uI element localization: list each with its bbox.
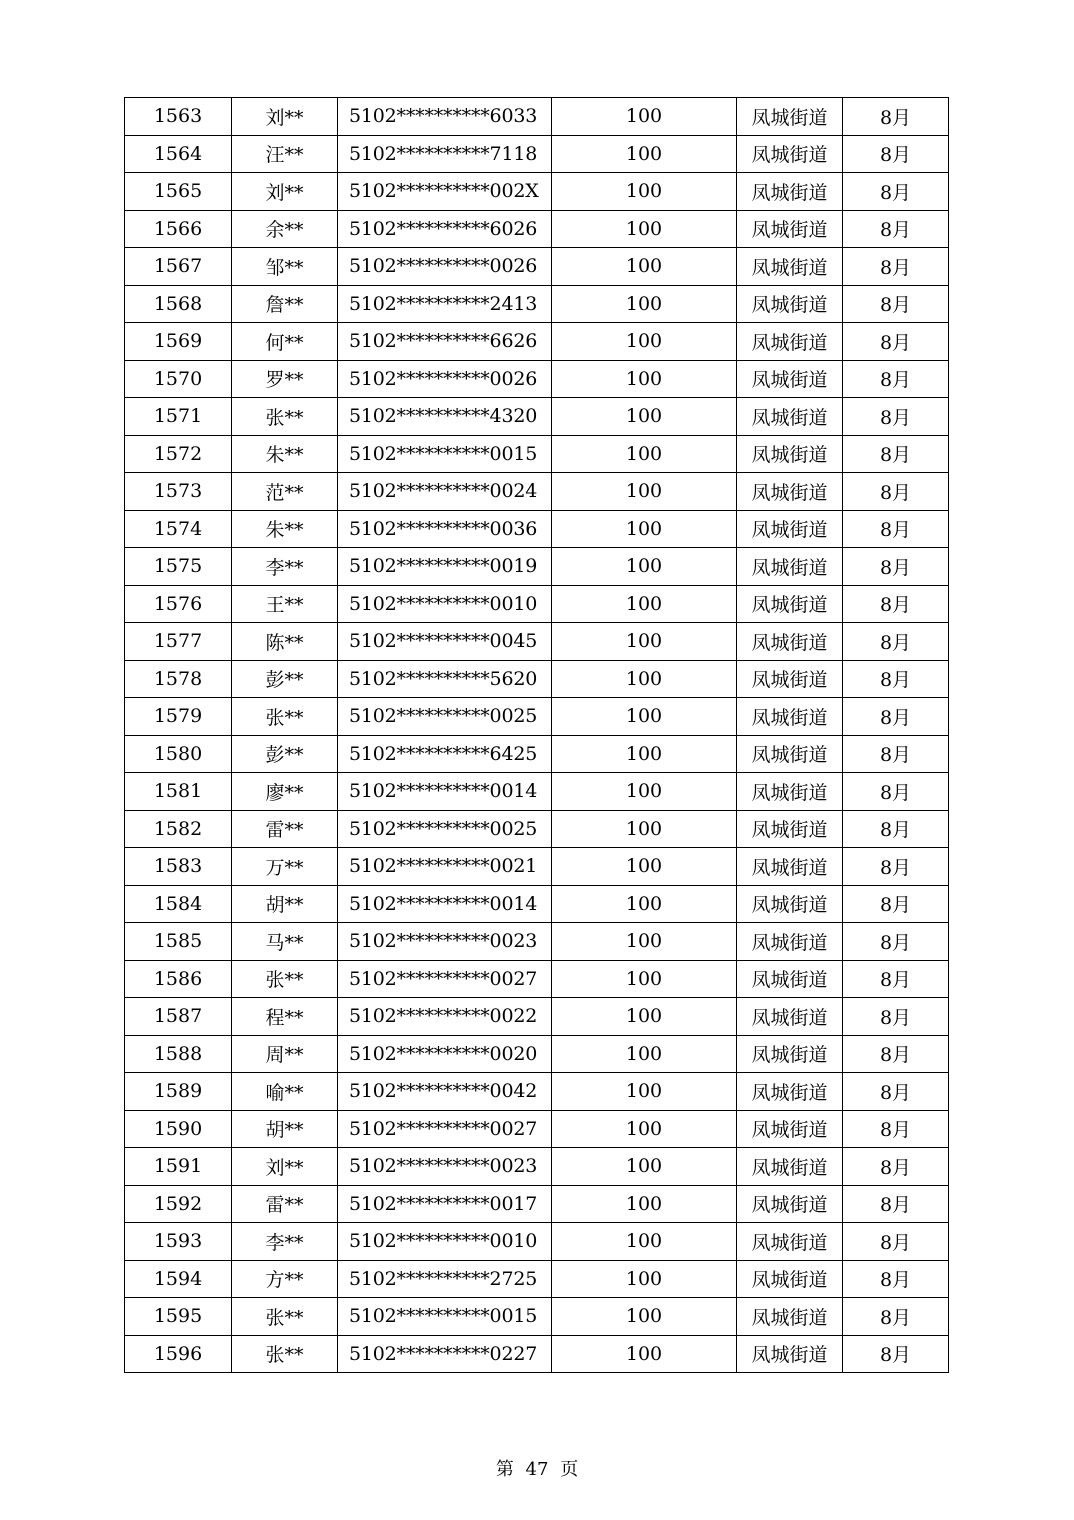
table-row [125, 660, 949, 698]
cell-id-number: 5102**********4320 [338, 398, 552, 436]
cell-street: 凤城街道 [737, 98, 843, 136]
table-row [125, 98, 949, 136]
cell-street: 凤城街道 [737, 135, 843, 173]
cell-amount: 100 [552, 323, 737, 361]
cell-street: 凤城街道 [737, 1110, 843, 1148]
cell-month: 8月 [843, 1298, 949, 1336]
cell-name: 罗** [232, 360, 338, 398]
table-row [125, 585, 949, 623]
cell-serial-number: 1588 [125, 1035, 232, 1073]
cell-id-number: 5102**********002X [338, 173, 552, 211]
cell-id-number: 5102**********2413 [338, 285, 552, 323]
cell-id-number: 5102**********0026 [338, 360, 552, 398]
cell-street: 凤城街道 [737, 773, 843, 811]
cell-month: 8月 [843, 848, 949, 886]
cell-id-number: 5102**********7118 [338, 135, 552, 173]
cell-name: 张** [232, 1298, 338, 1336]
cell-amount: 100 [552, 885, 737, 923]
cell-amount: 100 [552, 1148, 737, 1186]
table-row [125, 360, 949, 398]
cell-name: 胡** [232, 1110, 338, 1148]
cell-month: 8月 [843, 623, 949, 661]
cell-street: 凤城街道 [737, 285, 843, 323]
cell-month: 8月 [843, 1110, 949, 1148]
cell-serial-number: 1579 [125, 698, 232, 736]
cell-month: 8月 [843, 98, 949, 136]
cell-amount: 100 [552, 660, 737, 698]
cell-name: 李** [232, 548, 338, 586]
cell-amount: 100 [552, 698, 737, 736]
cell-name: 邹** [232, 248, 338, 286]
cell-id-number: 5102**********5620 [338, 660, 552, 698]
table-row [125, 885, 949, 923]
cell-street: 凤城街道 [737, 473, 843, 511]
cell-name: 张** [232, 698, 338, 736]
cell-id-number: 5102**********0014 [338, 773, 552, 811]
cell-id-number: 5102**********6425 [338, 735, 552, 773]
cell-amount: 100 [552, 210, 737, 248]
table-row [125, 548, 949, 586]
cell-id-number: 5102**********0045 [338, 623, 552, 661]
cell-name: 雷** [232, 1185, 338, 1223]
cell-id-number: 5102**********0023 [338, 1148, 552, 1186]
cell-amount: 100 [552, 998, 737, 1036]
table-row [125, 473, 949, 511]
cell-street: 凤城街道 [737, 398, 843, 436]
cell-name: 陈** [232, 623, 338, 661]
cell-street: 凤城街道 [737, 1298, 843, 1336]
cell-amount: 100 [552, 810, 737, 848]
cell-name: 范** [232, 473, 338, 511]
cell-serial-number: 1590 [125, 1110, 232, 1148]
cell-month: 8月 [843, 510, 949, 548]
table-row [125, 248, 949, 286]
cell-street: 凤城街道 [737, 923, 843, 961]
cell-month: 8月 [843, 1260, 949, 1298]
cell-month: 8月 [843, 210, 949, 248]
cell-name: 胡** [232, 885, 338, 923]
cell-serial-number: 1592 [125, 1185, 232, 1223]
table-row [125, 623, 949, 661]
cell-serial-number: 1577 [125, 623, 232, 661]
cell-amount: 100 [552, 98, 737, 136]
cell-month: 8月 [843, 173, 949, 211]
cell-month: 8月 [843, 960, 949, 998]
cell-amount: 100 [552, 1185, 737, 1223]
page-number: 47 [525, 1459, 549, 1480]
cell-name: 朱** [232, 435, 338, 473]
cell-amount: 100 [552, 1035, 737, 1073]
cell-id-number: 5102**********0014 [338, 885, 552, 923]
cell-serial-number: 1589 [125, 1073, 232, 1111]
table-row [125, 285, 949, 323]
cell-id-number: 5102**********0022 [338, 998, 552, 1036]
cell-id-number: 5102**********0017 [338, 1185, 552, 1223]
cell-id-number: 5102**********0010 [338, 1223, 552, 1261]
cell-name: 王** [232, 585, 338, 623]
cell-serial-number: 1575 [125, 548, 232, 586]
cell-month: 8月 [843, 323, 949, 361]
cell-serial-number: 1578 [125, 660, 232, 698]
cell-street: 凤城街道 [737, 998, 843, 1036]
cell-id-number: 5102**********0036 [338, 510, 552, 548]
cell-amount: 100 [552, 473, 737, 511]
table-row [125, 323, 949, 361]
cell-amount: 100 [552, 435, 737, 473]
cell-month: 8月 [843, 1035, 949, 1073]
cell-street: 凤城街道 [737, 623, 843, 661]
cell-serial-number: 1570 [125, 360, 232, 398]
cell-serial-number: 1573 [125, 473, 232, 511]
cell-month: 8月 [843, 585, 949, 623]
cell-amount: 100 [552, 398, 737, 436]
cell-amount: 100 [552, 285, 737, 323]
cell-month: 8月 [843, 1335, 949, 1373]
page-footer [0, 1455, 1074, 1481]
cell-name: 彭** [232, 660, 338, 698]
cell-name: 刘** [232, 1148, 338, 1186]
cell-amount: 100 [552, 173, 737, 211]
page-suffix: 页 [560, 1459, 579, 1480]
cell-month: 8月 [843, 398, 949, 436]
cell-serial-number: 1584 [125, 885, 232, 923]
cell-id-number: 5102**********0015 [338, 1298, 552, 1336]
cell-id-number: 5102**********0025 [338, 810, 552, 848]
cell-street: 凤城街道 [737, 735, 843, 773]
cell-street: 凤城街道 [737, 548, 843, 586]
table-row [125, 135, 949, 173]
table-row [125, 1223, 949, 1261]
cell-name: 詹** [232, 285, 338, 323]
cell-month: 8月 [843, 923, 949, 961]
cell-street: 凤城街道 [737, 960, 843, 998]
cell-serial-number: 1581 [125, 773, 232, 811]
table-row [125, 510, 949, 548]
cell-amount: 100 [552, 848, 737, 886]
cell-month: 8月 [843, 1148, 949, 1186]
records-table-body [125, 98, 949, 1373]
cell-serial-number: 1563 [125, 98, 232, 136]
cell-id-number: 5102**********0026 [338, 248, 552, 286]
cell-name: 方** [232, 1260, 338, 1298]
cell-amount: 100 [552, 360, 737, 398]
cell-serial-number: 1585 [125, 923, 232, 961]
page-prefix: 第 [495, 1459, 514, 1480]
cell-name: 张** [232, 1335, 338, 1373]
table-row [125, 1073, 949, 1111]
cell-name: 万** [232, 848, 338, 886]
cell-name: 张** [232, 398, 338, 436]
table-row [125, 998, 949, 1036]
cell-serial-number: 1572 [125, 435, 232, 473]
cell-name: 喻** [232, 1073, 338, 1111]
cell-name: 何** [232, 323, 338, 361]
cell-street: 凤城街道 [737, 810, 843, 848]
cell-name: 周** [232, 1035, 338, 1073]
table-row [125, 435, 949, 473]
cell-serial-number: 1565 [125, 173, 232, 211]
cell-serial-number: 1574 [125, 510, 232, 548]
cell-name: 张** [232, 960, 338, 998]
table-row [125, 848, 949, 886]
cell-amount: 100 [552, 510, 737, 548]
cell-month: 8月 [843, 660, 949, 698]
table-row [125, 210, 949, 248]
cell-street: 凤城街道 [737, 323, 843, 361]
cell-street: 凤城街道 [737, 1148, 843, 1186]
cell-month: 8月 [843, 135, 949, 173]
cell-serial-number: 1583 [125, 848, 232, 886]
cell-serial-number: 1569 [125, 323, 232, 361]
cell-id-number: 5102**********0227 [338, 1335, 552, 1373]
cell-month: 8月 [843, 1223, 949, 1261]
cell-id-number: 5102**********0019 [338, 548, 552, 586]
cell-serial-number: 1564 [125, 135, 232, 173]
cell-street: 凤城街道 [737, 585, 843, 623]
cell-street: 凤城街道 [737, 360, 843, 398]
cell-month: 8月 [843, 285, 949, 323]
table-row [125, 1148, 949, 1186]
cell-amount: 100 [552, 1223, 737, 1261]
cell-serial-number: 1576 [125, 585, 232, 623]
cell-street: 凤城街道 [737, 510, 843, 548]
cell-month: 8月 [843, 698, 949, 736]
cell-name: 余** [232, 210, 338, 248]
cell-id-number: 5102**********0042 [338, 1073, 552, 1111]
table-row [125, 698, 949, 736]
cell-name: 刘** [232, 98, 338, 136]
cell-id-number: 5102**********6626 [338, 323, 552, 361]
cell-month: 8月 [843, 810, 949, 848]
cell-name: 汪** [232, 135, 338, 173]
cell-street: 凤城街道 [737, 1185, 843, 1223]
cell-amount: 100 [552, 1260, 737, 1298]
cell-street: 凤城街道 [737, 698, 843, 736]
cell-id-number: 5102**********0023 [338, 923, 552, 961]
table-row [125, 960, 949, 998]
cell-street: 凤城街道 [737, 435, 843, 473]
cell-street: 凤城街道 [737, 848, 843, 886]
table-row [125, 1110, 949, 1148]
cell-street: 凤城街道 [737, 1223, 843, 1261]
cell-street: 凤城街道 [737, 1260, 843, 1298]
table-row [125, 923, 949, 961]
cell-id-number: 5102**********0025 [338, 698, 552, 736]
table-row [125, 1035, 949, 1073]
cell-month: 8月 [843, 998, 949, 1036]
cell-amount: 100 [552, 1298, 737, 1336]
cell-month: 8月 [843, 735, 949, 773]
cell-amount: 100 [552, 1335, 737, 1373]
cell-month: 8月 [843, 773, 949, 811]
cell-street: 凤城街道 [737, 210, 843, 248]
cell-id-number: 5102**********6033 [338, 98, 552, 136]
cell-id-number: 5102**********0021 [338, 848, 552, 886]
cell-street: 凤城街道 [737, 1073, 843, 1111]
cell-month: 8月 [843, 473, 949, 511]
table-row [125, 398, 949, 436]
cell-name: 彭** [232, 735, 338, 773]
table-row [125, 810, 949, 848]
cell-amount: 100 [552, 1073, 737, 1111]
cell-month: 8月 [843, 360, 949, 398]
cell-serial-number: 1586 [125, 960, 232, 998]
cell-name: 李** [232, 1223, 338, 1261]
cell-amount: 100 [552, 548, 737, 586]
cell-id-number: 5102**********0027 [338, 1110, 552, 1148]
cell-id-number: 5102**********0010 [338, 585, 552, 623]
cell-amount: 100 [552, 1110, 737, 1148]
table-row [125, 173, 949, 211]
table-row [125, 1185, 949, 1223]
cell-serial-number: 1595 [125, 1298, 232, 1336]
cell-serial-number: 1591 [125, 1148, 232, 1186]
cell-street: 凤城街道 [737, 1035, 843, 1073]
cell-amount: 100 [552, 735, 737, 773]
cell-month: 8月 [843, 248, 949, 286]
cell-month: 8月 [843, 1073, 949, 1111]
cell-amount: 100 [552, 923, 737, 961]
cell-id-number: 5102**********0027 [338, 960, 552, 998]
cell-serial-number: 1580 [125, 735, 232, 773]
cell-id-number: 5102**********0024 [338, 473, 552, 511]
cell-serial-number: 1566 [125, 210, 232, 248]
cell-serial-number: 1571 [125, 398, 232, 436]
cell-name: 马** [232, 923, 338, 961]
cell-month: 8月 [843, 885, 949, 923]
cell-id-number: 5102**********0015 [338, 435, 552, 473]
table-row [125, 735, 949, 773]
cell-amount: 100 [552, 773, 737, 811]
cell-month: 8月 [843, 435, 949, 473]
cell-amount: 100 [552, 960, 737, 998]
table-row [125, 1260, 949, 1298]
cell-serial-number: 1568 [125, 285, 232, 323]
cell-id-number: 5102**********0020 [338, 1035, 552, 1073]
cell-amount: 100 [552, 135, 737, 173]
cell-month: 8月 [843, 548, 949, 586]
table-row [125, 1298, 949, 1336]
cell-serial-number: 1587 [125, 998, 232, 1036]
table-row [125, 773, 949, 811]
table-row [125, 1335, 949, 1373]
cell-serial-number: 1593 [125, 1223, 232, 1261]
cell-amount: 100 [552, 248, 737, 286]
cell-name: 程** [232, 998, 338, 1036]
cell-name: 朱** [232, 510, 338, 548]
cell-street: 凤城街道 [737, 173, 843, 211]
cell-serial-number: 1567 [125, 248, 232, 286]
cell-id-number: 5102**********6026 [338, 210, 552, 248]
cell-serial-number: 1582 [125, 810, 232, 848]
cell-street: 凤城街道 [737, 660, 843, 698]
records-table [124, 97, 949, 1373]
cell-street: 凤城街道 [737, 1335, 843, 1373]
cell-serial-number: 1596 [125, 1335, 232, 1373]
cell-serial-number: 1594 [125, 1260, 232, 1298]
cell-street: 凤城街道 [737, 248, 843, 286]
cell-month: 8月 [843, 1185, 949, 1223]
cell-name: 廖** [232, 773, 338, 811]
cell-id-number: 5102**********2725 [338, 1260, 552, 1298]
cell-street: 凤城街道 [737, 885, 843, 923]
cell-amount: 100 [552, 585, 737, 623]
cell-amount: 100 [552, 623, 737, 661]
cell-name: 刘** [232, 173, 338, 211]
cell-name: 雷** [232, 810, 338, 848]
